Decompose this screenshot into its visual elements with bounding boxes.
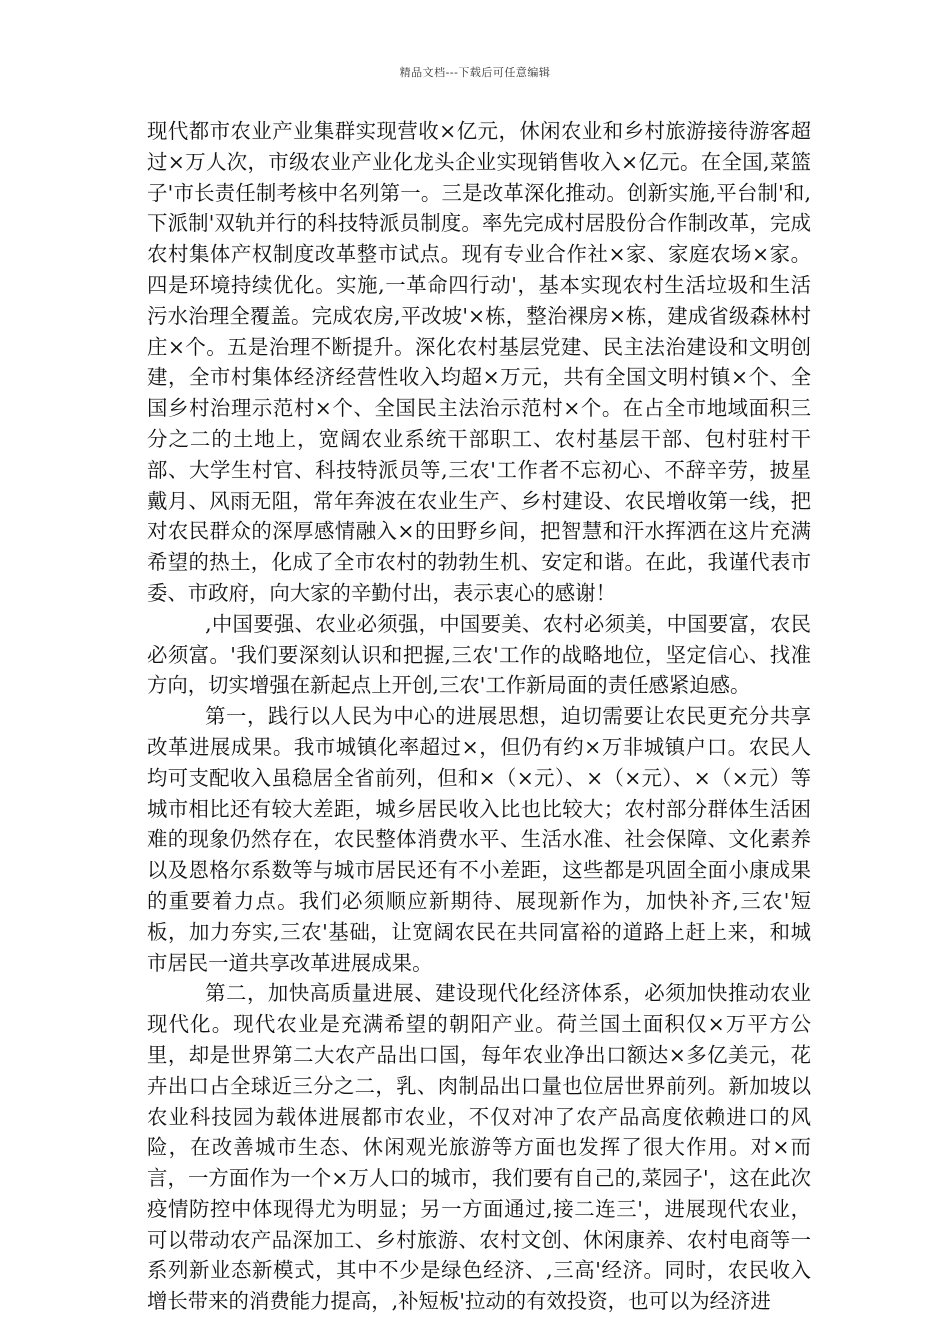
document-body bbox=[147, 116, 811, 1317]
page-header: 精品文档---下载后可任意编辑 bbox=[399, 66, 551, 79]
paragraph-2: ,中国要强、农业必须强，中国要美、农村必须美，中国要富，农民必须富。'我们要深刻认识和把握,三农'工作的战略地位，坚定信心、找准方向，切实增强在新起点上开创,三农'工作新局面的责任感紧迫感。 bbox=[147, 611, 811, 698]
paragraph-4: 第二，加快高质量进展、建设现代化经济体系，必须加快推动农业现代化。现代农业是充满希望的朝阳产业。荷兰国土面积仅×万平方公里，却是世界第二大农产品出口国，每年农业净出口额达×多亿美元，花卉出口占全球近三分之二，乳、肉制品出口量也位居世界前列。新加坡以农业科技园为载体进展都市农业，不仅对冲了农产品高度依赖进口的风险，在改善城市生态、休闲观光旅游等方面也发挥了很大作用。对×而言，一方面作为一个×万人口的城市，我们要有自己的,菜园子'，这在此次疫情防控中体现得尤为明显；另一方面通过,接二连三'，进展现代农业，可以带动农产品深加工、乡村旅游、农村文创、休闲康养、农村电商等一系列新业态新模式，其中不少是绿色经济、,三高'经济。同时，农民收入增长带来的消费能力提高，,补短板'拉动的有效投资，也可以为经济进 bbox=[147, 981, 811, 1314]
paragraph-3: 第一，践行以人民为中心的进展思想，迫切需要让农民更充分共享改革进展成果。我市城镇化率超过×，但仍有约×万非城镇户口。农民人均可支配收入虽稳居全省前列，但和×（×元）、×（×元）、×（×元）等城市相比还有较大差距，城乡居民收入比也比较大；农村部分群体生活困难的现象仍然存在，农民整体消费水平、生活水准、社会保障、文化素养以及恩格尔系数等与城市居民还有不小差距，这些都是巩固全面小康成果的重要着力点。我们必须顺应新期待、展现新作为，加快补齐,三农'短板，加力夯实,三农'基础，让宽阔农民在共同富裕的道路上赶上来，和城市居民一道共享改革进展成果。 bbox=[147, 704, 811, 975]
paragraph-1: 现代都市农业产业集群实现营收×亿元，休闲农业和乡村旅游接待游客超过×万人次，市级农业产业化龙头企业实现销售收入×亿元。在全国,菜篮子'市长责任制考核中名列第一。三是改革深化推动。创新实施,平台制'和,下派制'双轨并行的科技特派员制度。率先完成村居股份合作制改革，完成农村集体产权制度改革整市试点。现有专业合作社×家、家庭农场×家。四是环境持续优化。实施,一革命四行动'，基本实现农村生活垃圾和生活污水治理全覆盖。完成农房,平改坡'×栋，整治裸房×栋，建成省级森林村庄×个。五是治理不断提升。深化农村基层党建、民主法治建设和文明创建，全市村集体经济经营性收入均超×万元，共有全国文明村镇×个、全国乡村治理示范村×个、全国民主法治示范村×个。在占全市地域面积三分之二的土地上，宽阔农业系统干部职工、农村基层干部、包村驻村干部、大学生村官、科技特派员等,三农'工作者不忘初心、不辞辛劳，披星戴月、风雨无阻，常年奔波在农业生产、乡村建设、农民增收第一线，把对农民群众的深厚感情融入×的田野乡间，把智慧和汗水挥洒在这片充满希望的热土，化成了全市农村的勃勃生机、安定和谐。在此，我谨代表市委、市政府，向大家的辛勤付出，表示衷心的感谢！ bbox=[147, 119, 811, 605]
